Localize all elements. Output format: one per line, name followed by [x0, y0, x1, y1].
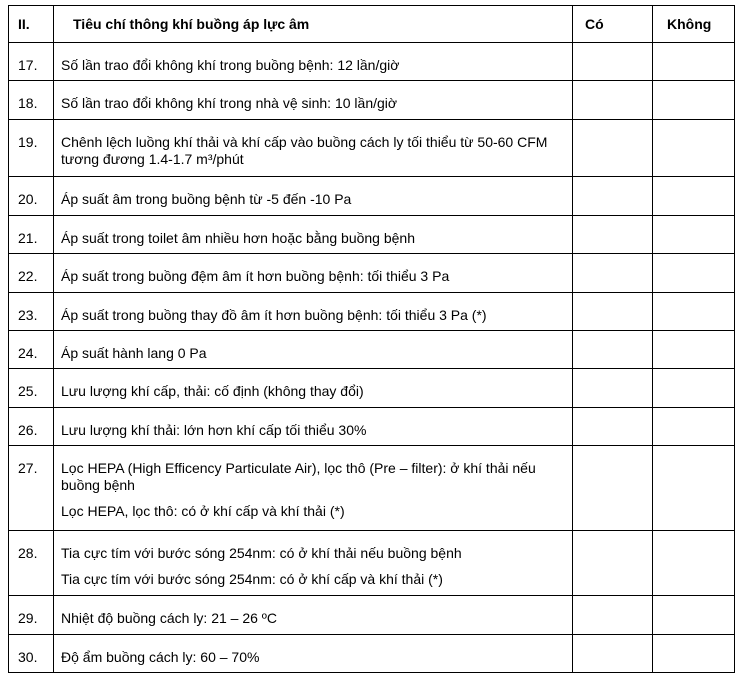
yes-checkbox-cell[interactable]	[573, 635, 653, 673]
no-checkbox-cell[interactable]	[653, 635, 735, 673]
row-number: 25.	[9, 369, 54, 408]
criterion-text: Độ ẩm buồng cách ly: 60 – 70%	[61, 649, 260, 665]
yes-checkbox-cell[interactable]	[573, 254, 653, 293]
criterion-cell	[54, 293, 573, 331]
no-checkbox-cell[interactable]	[653, 531, 735, 596]
criterion-text: Chênh lệch luồng khí thải và khí cấp vào buồng cách ly tối thiểu từ 50-60 CFM tương đương 1.4-1.7 m³/phút	[61, 134, 548, 167]
table-body	[9, 43, 735, 673]
table-row	[9, 369, 735, 408]
column-header-yes: Có	[573, 6, 653, 43]
no-checkbox-cell[interactable]	[653, 293, 735, 331]
criterion-text: Áp suất hành lang 0 Pa	[61, 345, 207, 361]
criterion-cell	[54, 331, 573, 369]
table-row	[9, 216, 735, 254]
criterion-text: Áp suất trong buồng thay đồ âm ít hơn buồng bệnh: tối thiểu 3 Pa (*)	[61, 307, 487, 323]
criterion-cell	[54, 369, 573, 408]
no-checkbox-cell[interactable]	[653, 216, 735, 254]
column-header-no: Không	[653, 6, 735, 43]
criterion-text: Áp suất trong buồng đệm âm ít hơn buồng bệnh: tối thiểu 3 Pa	[61, 268, 450, 284]
no-checkbox-cell[interactable]	[653, 120, 735, 177]
no-checkbox-cell[interactable]	[653, 446, 735, 531]
row-number: 23.	[9, 293, 54, 331]
yes-checkbox-cell[interactable]	[573, 369, 653, 408]
row-number: 18.	[9, 81, 54, 120]
no-checkbox-cell[interactable]	[653, 331, 735, 369]
criterion-text: Nhiệt độ buồng cách ly: 21 – 26 ºC	[61, 610, 278, 626]
criterion-text: Số lần trao đổi không khí trong nhà vệ sinh: 10 lần/giờ	[61, 95, 398, 111]
criterion-cell	[54, 635, 573, 673]
yes-checkbox-cell[interactable]	[573, 293, 653, 331]
row-number: 21.	[9, 216, 54, 254]
no-checkbox-cell[interactable]	[653, 81, 735, 120]
table-row	[9, 331, 735, 369]
table-header-row	[9, 6, 735, 43]
criterion-text: Lưu lượng khí thải: lớn hơn khí cấp tối thiểu 30%	[61, 422, 367, 438]
criterion-cell	[54, 408, 573, 446]
criterion-cell	[54, 43, 573, 81]
yes-checkbox-cell[interactable]	[573, 43, 653, 81]
yes-checkbox-cell[interactable]	[573, 120, 653, 177]
criterion-text: Số lần trao đổi không khí trong buồng bệnh: 12 lần/giờ	[61, 57, 400, 73]
row-number: 24.	[9, 331, 54, 369]
yes-checkbox-cell[interactable]	[573, 408, 653, 446]
yes-checkbox-cell[interactable]	[573, 216, 653, 254]
section-title: Tiêu chí thông khí buồng áp lực âm	[54, 6, 573, 43]
criterion-text: Tia cực tím với bước sóng 254nm: có ở khí cấp và khí thải (*)	[61, 571, 443, 587]
criterion-cell	[54, 81, 573, 120]
no-checkbox-cell[interactable]	[653, 596, 735, 635]
row-number: 19.	[9, 120, 54, 177]
yes-checkbox-cell[interactable]	[573, 331, 653, 369]
criterion-cell	[54, 177, 573, 216]
table-row	[9, 531, 735, 596]
row-number: 17.	[9, 43, 54, 81]
criterion-text: Tia cực tím với bước sóng 254nm: có ở khí thải nếu buồng bệnh	[61, 545, 462, 561]
table-row	[9, 43, 735, 81]
no-checkbox-cell[interactable]	[653, 369, 735, 408]
criterion-cell	[54, 254, 573, 293]
criterion-cell	[54, 216, 573, 254]
table-row	[9, 635, 735, 673]
table-row	[9, 408, 735, 446]
row-number: 22.	[9, 254, 54, 293]
criterion-text: Áp suất trong toilet âm nhiều hơn hoặc bằng buồng bệnh	[61, 230, 415, 246]
criterion-cell	[54, 446, 573, 531]
row-number: 30.	[9, 635, 54, 673]
criterion-text: Áp suất âm trong buồng bệnh từ -5 đến -10 Pa	[61, 191, 352, 207]
section-number: II.	[9, 6, 54, 43]
criterion-text: Lọc HEPA, lọc thô: có ở khí cấp và khí thải (*)	[61, 503, 345, 519]
table-row	[9, 177, 735, 216]
table-row	[9, 596, 735, 635]
criteria-table	[8, 5, 735, 673]
row-number: 28.	[9, 531, 54, 596]
criterion-text: Lọc HEPA (High Efficency Particulate Air), lọc thô (Pre – filter): ở khí thải nếu buồng bệnh	[61, 460, 536, 493]
criterion-cell	[54, 120, 573, 177]
yes-checkbox-cell[interactable]	[573, 177, 653, 216]
no-checkbox-cell[interactable]	[653, 408, 735, 446]
table-row	[9, 254, 735, 293]
row-number: 27.	[9, 446, 54, 531]
yes-checkbox-cell[interactable]	[573, 81, 653, 120]
table-row	[9, 446, 735, 531]
row-number: 20.	[9, 177, 54, 216]
yes-checkbox-cell[interactable]	[573, 596, 653, 635]
table-row	[9, 120, 735, 177]
criterion-text: Lưu lượng khí cấp, thải: cố định (không thay đổi)	[61, 383, 364, 399]
no-checkbox-cell[interactable]	[653, 254, 735, 293]
no-checkbox-cell[interactable]	[653, 43, 735, 81]
table-row	[9, 81, 735, 120]
criterion-cell	[54, 531, 573, 596]
table-row	[9, 293, 735, 331]
row-number: 26.	[9, 408, 54, 446]
criterion-cell	[54, 596, 573, 635]
yes-checkbox-cell[interactable]	[573, 446, 653, 531]
no-checkbox-cell[interactable]	[653, 177, 735, 216]
row-number: 29.	[9, 596, 54, 635]
yes-checkbox-cell[interactable]	[573, 531, 653, 596]
